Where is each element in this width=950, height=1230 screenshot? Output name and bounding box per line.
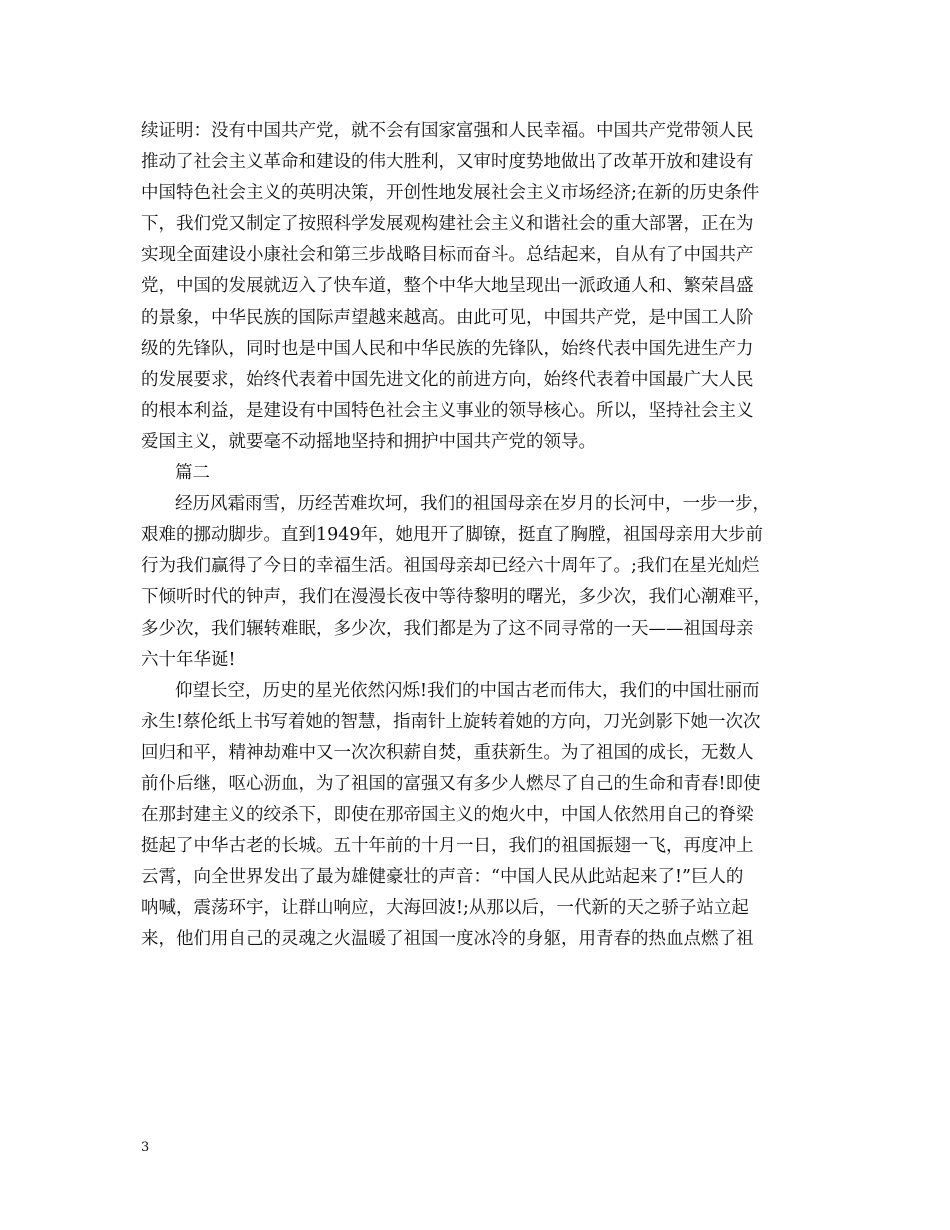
text-line: 仰望长空，历史的星光依然闪烁!我们的中国古老而伟大，我们的中国壮丽而 [175,680,760,701]
text-line: 续证明：没有中国共产党，就不会有国家富强和人民幸福。中国共产党带领人民 [141,121,754,141]
text-line: 的根本利益，是建设有中国特色社会主义事业的领导核心。所以，坚持社会主义 [141,400,754,421]
text-line: 永生!蔡伦纸上书写着她的智慧，指南针上旋转着她的方向，刀光剑影下她一次次 [141,711,761,732]
text-line: 的发展要求，始终代表着中国先进文化的前进方向，始终代表着中国最广大人民 [141,369,754,390]
text-line: 行为我们赢得了今日的幸福生活。祖国母亲却已经六十周年了。;我们在星光灿烂 [141,556,760,577]
text-line: 在那封建主义的绞杀下，即使在那帝国主义的炮火中，中国人依然用自己的脊梁 [141,805,754,826]
text-line: 经历风霜雨雪，历经苦难坎坷，我们的祖国母亲在岁月的长河中，一步一步， [175,494,770,515]
text-line: 六十年华诞! [141,649,236,670]
text-line: 爱国主义，就要毫不动摇地坚持和拥护中国共产党的领导。 [141,431,596,452]
text-line: 呐喊，震荡环宇，让群山响应，大海回波!;从那以后，一代新的天之骄子站立起 [141,898,749,919]
text-line: 级的先锋队，同时也是中国人民和中华民族的先锋队，始终代表中国先进生产力 [141,338,754,359]
text-line: 回归和平，精神劫难中又一次次积薪自焚，重获新生。为了祖国的成长，无数人 [141,742,754,763]
text-line: 实现全面建设小康社会和第三步战略目标而奋斗。总结起来，自从有了中国共产 [141,245,754,266]
text-line: 下，我们党又制定了按照科学发展观构建社会主义和谐社会的重大部署，正在为 [141,214,754,235]
text-line: 前仆后继，呕心沥血，为了祖国的富强又有多少人燃尽了自己的生命和青春!即使 [141,773,761,794]
text-line: 艰难的挪动脚步。直到1949年，她甩开了脚镣，挺直了胸膛，祖国母亲用大步前 [141,525,764,546]
page-number: 3 [141,1140,150,1155]
text-line: 云霄，向全世界发出了最为雄健豪壮的声音：“中国人民从此站起来了!”巨人的 [141,867,744,888]
text-line: 篇二 [175,463,210,484]
text-line: 多少次，我们辗转难眠，多少次，我们都是为了这不同寻常的一天——祖国母亲 [141,618,754,639]
text-line: 中国特色社会主义的英明决策，开创性地发展社会主义市场经济;在新的历史条件 [141,183,760,204]
text-line: 的景象，中华民族的国际声望越来越高。由此可见，中国共产党，是中国工人阶 [141,307,754,328]
body-text [141,116,813,956]
text-line: 来，他们用自己的灵魂之火温暖了祖国一度冰冷的身躯，用青春的热血点燃了祖 [141,929,754,950]
text-line: 挺起了中华古老的长城。五十年前的十月一日，我们的祖国振翅一飞，再度冲上 [141,836,754,857]
text-line: 推动了社会主义革命和建设的伟大胜利，又审时度势地做出了改革开放和建设有 [141,152,754,173]
text-line: 党，中国的发展就迈入了快车道，整个中华大地呈现出一派政通人和、繁荣昌盛 [141,276,754,297]
text-line: 下倾听时代的钟声，我们在漫漫长夜中等待黎明的曙光，多少次，我们心潮难平， [141,587,771,608]
